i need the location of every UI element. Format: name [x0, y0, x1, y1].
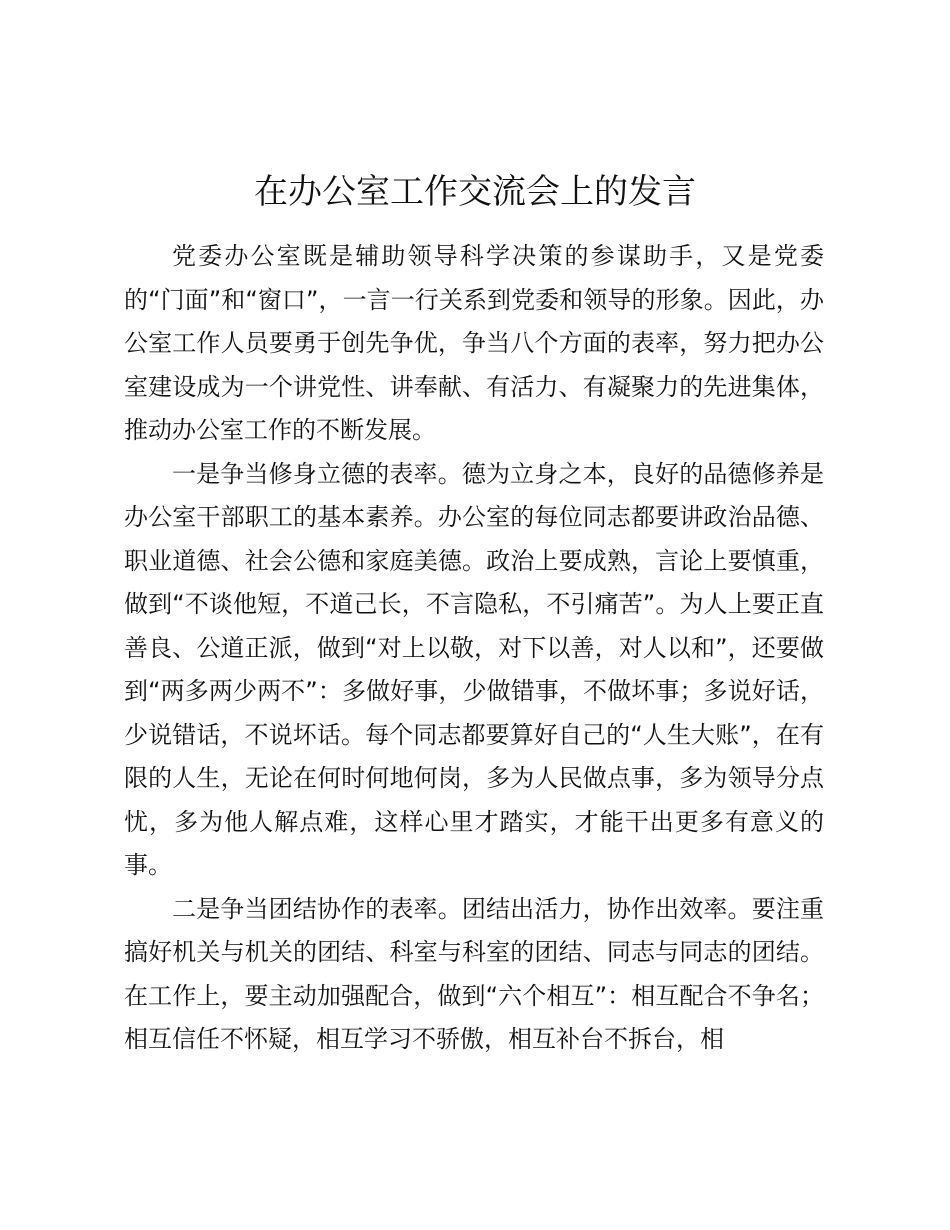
- document-body: [124, 235, 824, 1062]
- paragraph-intro: 党委办公室既是辅助领导科学决策的参谋助手，又是党委的“门面”和“窗口”，一言一行关系到党委和领导的形象。因此，办公室工作人员要勇于创先争优，争当八个方面的表率，努力把办公室建设成为一个讲党性、讲奉献、有活力、有凝聚力的先进集体，推动办公室工作的不断发展。: [124, 242, 824, 444]
- paragraph-point-one: 一是争当修身立德的表率。德为立身之本，良好的品德修养是办公室干部职工的基本素养。办公室的每位同志都要讲政治品德、职业道德、社会公德和家庭美德。政治上要成熟，言论上要慎重，做到“不谈他短，不道己长，不言隐私，不引痛苦”。为人上要正直善良、公道正派，做到“对上以敬，对下以善，对人以和”，还要做到“两多两少两不”：多做好事，少做错事，不做坏事；多说好话，少说错话，不说坏话。每个同志都要算好自己的“人生大账”，在有限的人生，无论在何时何地何岗，多为人民做点事，多为领导分点忧，多为他人解点难，这样心里才踏实，才能干出更多有意义的事。: [124, 459, 824, 879]
- document-title: 在办公室工作交流会上的发言: [254, 172, 696, 212]
- paragraph-point-two: 二是争当团结协作的表率。团结出活力，协作出效率。要注重搞好机关与机关的团结、科室与科室的团结、同志与同志的团结。在工作上，要主动加强配合，做到“六个相互”：相互配合不争名；相互信任不怀疑，相互学习不骄傲，相互补台不拆台，相: [124, 894, 824, 1053]
